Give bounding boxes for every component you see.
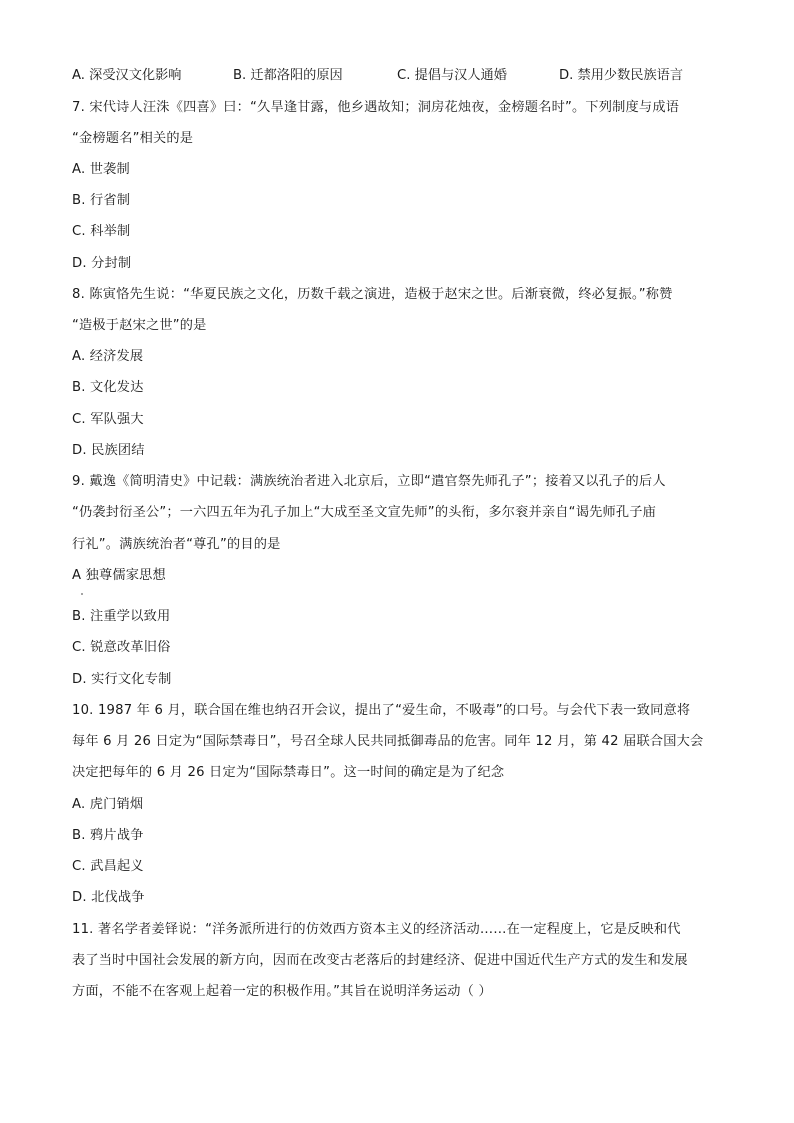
q10-option-b: B. 鸦片战争 [72,828,144,843]
q7-option-b: B. 行省制 [72,193,131,208]
q7-option-a: A. 世袭制 [72,162,130,177]
q8-stem-line-2: “造极于赵宋之世”的是 [72,318,207,333]
q10-stem-line-1: 10. 1987 年 6 月，联合国在维也纳召开会议，提出了“爱生命，不吸毒”的口号。与会代下表一致同意将 [72,703,691,718]
q10-option-d: D. 北伐战争 [72,890,145,905]
q9-option-c: C. 锐意改革旧俗 [72,640,171,655]
q8-option-b: B. 文化发达 [72,380,144,395]
q10-option-c: C. 武昌起义 [72,859,144,874]
q6-option-a: A. 深受汉文化影响 [72,68,182,83]
q8-option-c: C. 军队强大 [72,412,144,427]
q9-option-a: A 独尊儒家思想 [72,568,166,583]
q9-option-b: B. 注重学以致用 [72,609,171,624]
q8-stem-line-1: 8. 陈寅恪先生说：“华夏民族之文化，历数千载之演进，造极于赵宋之世。后渐衰微，终必复振。”称赞 [72,287,673,302]
q6-options-row [72,66,722,86]
q7-option-c: C. 科举制 [72,224,131,239]
q11-stem-line-3: 方面，不能不在客观上起着一定的积极作用。”其旨在说明洋务运动（ ） [72,984,492,999]
q6-option-b: B. 迁都洛阳的原因 [233,68,343,83]
q7-stem-line-1: 7. 宋代诗人汪洙《四喜》曰：“久旱逢甘露，他乡遇故知；洞房花烛夜，金榜题名时”。下列制度与成语 [72,100,680,115]
q9-stem-line-1: 9. 戴逸《简明清史》中记载：满族统治者进入北京后，立即“遣官祭先师孔子”；接着又以孔子的后人 [72,474,666,489]
q11-stem-line-1: 11. 著名学者姜铎说：“洋务派所进行的仿效西方资本主义的经济活动……在一定程度上，它是反映和代 [72,922,681,937]
q9-option-d: D. 实行文化专制 [72,672,172,687]
q9-stem-line-3: 行礼”。满族统治者“尊孔”的目的是 [72,537,281,552]
q7-option-d: D. 分封制 [72,256,132,271]
q10-option-a: A. 虎门销烟 [72,797,144,812]
q8-option-a: A. 经济发展 [72,349,144,364]
q7-stem-line-2: “金榜题名”相关的是 [72,131,194,146]
q8-option-d: D. 民族团结 [72,443,145,458]
q6-option-d: D. 禁用少数民族语言 [559,68,684,83]
q10-stem-line-2: 每年 6 月 26 日定为“国际禁毒日”，号召全球人民共同抵御毒品的危害。同年 12 月，第 42 届联合国大会 [72,734,704,749]
stray-mark [81,593,83,595]
q11-stem-line-2: 表了当时中国社会发展的新方向，因而在改变古老落后的封建经济、促进中国近代生产方式的发生和发展 [72,953,688,968]
q10-stem-line-3: 决定把每年的 6 月 26 日定为“国际禁毒日”。这一时间的确定是为了纪念 [72,765,505,780]
q9-stem-line-2: “仍袭封衍圣公”；一六四五年为孔子加上“大成至圣文宣先师”的头衔，多尔衮并亲自“谒先师孔子庙 [72,505,657,520]
q6-option-c: C. 提倡与汉人通婚 [397,68,507,83]
